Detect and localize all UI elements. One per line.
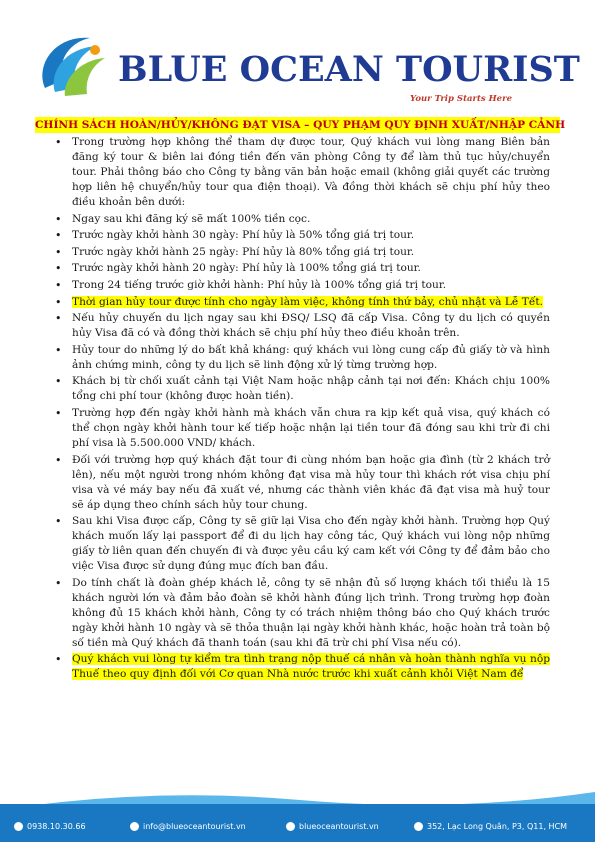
section-title: CHÍNH SÁCH HOÀN/HỦY/KHÔNG ĐẠT VISA – QUY PHẠM QUY ĐỊNH XUẤT/NHẬP CẢNH <box>35 119 566 131</box>
list-item: • Trước ngày khởi hành 30 ngày: Phí hủy là 50% tổng giá trị tour. <box>72 228 550 243</box>
list-item: • Trong trường hợp không thể tham dự được tour, Quý khách vui lòng mang Biên bản đăng ký tour & biên lai đóng tiền đến văn phòng Công ty để làm thủ tục hủy/chuyển tour. Phải thông báo cho Công ty bằng văn bản hoặc email (không giải quyết các trường hợp liên hệ chuyển/hủy tour qua điện thoại). Và đồng thời khách sẽ chịu phí hủy theo điều khoản bên dưới: <box>72 135 550 210</box>
list-item: • Khách bị từ chối xuất cảnh tại Việt Nam hoặc nhập cảnh tại nơi đến: Khách chịu 100% tổng chi phí tour (không được hoàn tiền). <box>72 374 550 404</box>
list-item-highlighted: • Quý khách vui lòng tự kiểm tra tình trạng nộp thuế cá nhân và hoàn thành nghĩa vụ nộp Thuế theo quy định đối với Cơ quan Nhà nước trước khi xuất cảnh khỏi Việt Nam để <box>72 652 550 682</box>
website-text: blueoceantourist.vn <box>299 822 379 831</box>
logo-globe-icon <box>35 30 115 110</box>
policy-list <box>55 135 550 682</box>
email-text: info@blueoceantourist.vn <box>143 822 246 831</box>
phone-text: 0938.10.30.66 <box>27 822 86 831</box>
brand-tagline: Your Trip Starts Here <box>410 94 512 104</box>
list-item: • Ngay sau khi đăng ký sẽ mất 100% tiền cọc. <box>72 212 550 227</box>
address-text: 352, Lạc Long Quân, P3, Q11, HCM <box>427 822 568 831</box>
brand-name: BLUE OCEAN TOURIST <box>118 49 580 90</box>
list-item: • Sau khi Visa được cấp, Công ty sẽ giữ lại Visa cho đến ngày khởi hành. Trường hợp Quý khách muốn lấy lại passport để đi du lịch hay công tác, Quý khách vui lòng nộp những giấy tờ liên quan đến chuyến đi và được yêu cầu ký cam kết với Công ty để đảm bảo cho việc Visa được sử dụng đúng mục đích ban đầu. <box>72 514 550 574</box>
list-item: • Do tính chất là đoàn ghép khách lẻ, công ty sẽ nhận đủ số lượng khách tối thiểu là 15 khách người lớn và đảm bảo đoàn sẽ khởi hành đúng lịch trình. Trong trường hợp đoàn không đủ 15 khách khởi hành, Công ty có trách nhiệm thông báo cho Quý khách trước ngày khởi hành 10 ngày và sẽ thỏa thuận lại ngày khởi hành khác, hoặc hoàn trả toàn bộ số tiền mà Quý khách đã thanh toán (sau khi đã trừ chi phí Visa nếu có). <box>72 576 550 651</box>
list-item: • Trước ngày khởi hành 20 ngày: Phí hủy là 100% tổng giá trị tour. <box>72 261 550 276</box>
header <box>0 0 595 115</box>
globe-icon <box>286 822 295 831</box>
list-item: • Hủy tour do những lý do bất khả kháng: quý khách vui lòng cung cấp đủ giấy tờ và hình ảnh chứng minh, công ty du lịch sẽ linh động xử lý từng trường hợp. <box>72 343 550 373</box>
footer-website <box>286 822 379 831</box>
email-icon <box>130 822 139 831</box>
list-item: • Trước ngày khởi hành 25 ngày: Phí hủy là 80% tổng giá trị tour. <box>72 245 550 260</box>
list-item: • Trường hợp đến ngày khởi hành mà khách vẫn chưa ra kịp kết quả visa, quý khách có thể chọn ngày khởi hành tour kế tiếp hoặc nhận lại tiền tour đã đóng sau khi trừ đi chi phí visa là 5.500.000 VND/ khách. <box>72 406 550 451</box>
list-item: • Trong 24 tiếng trước giờ khởi hành: Phí hủy là 100% tổng giá trị tour. <box>72 278 550 293</box>
footer <box>0 782 595 842</box>
footer-phone <box>14 822 86 831</box>
location-pin-icon <box>414 822 423 831</box>
list-item: • Nếu hủy chuyến du lịch ngay sau khi ĐSQ/ LSQ đã cấp Visa. Công ty du lịch có quyền hủy Visa đã có và đồng thời khách sẽ chịu phí hủy theo điều khoản trên. <box>72 311 550 341</box>
policy-content <box>55 135 550 684</box>
list-item: • Đối với trường hợp quý khách đặt tour đi cùng nhóm bạn hoặc gia đình (từ 2 khách trở lên), nếu một người trong nhóm không đạt visa mà hủy tour thì khách rớt visa chịu phí visa và vé máy bay nếu đã xuất vé, nhưng các thành viên khác đã đạt visa mà huỷ tour sẽ áp dụng theo chính sách hủy tour chung. <box>72 453 550 513</box>
phone-icon <box>14 822 23 831</box>
list-item-highlighted: • Thời gian hủy tour được tính cho ngày làm việc, không tính thứ bảy, chủ nhật và Lễ Tết. <box>72 295 550 310</box>
footer-email <box>130 822 246 831</box>
footer-address <box>414 822 567 831</box>
